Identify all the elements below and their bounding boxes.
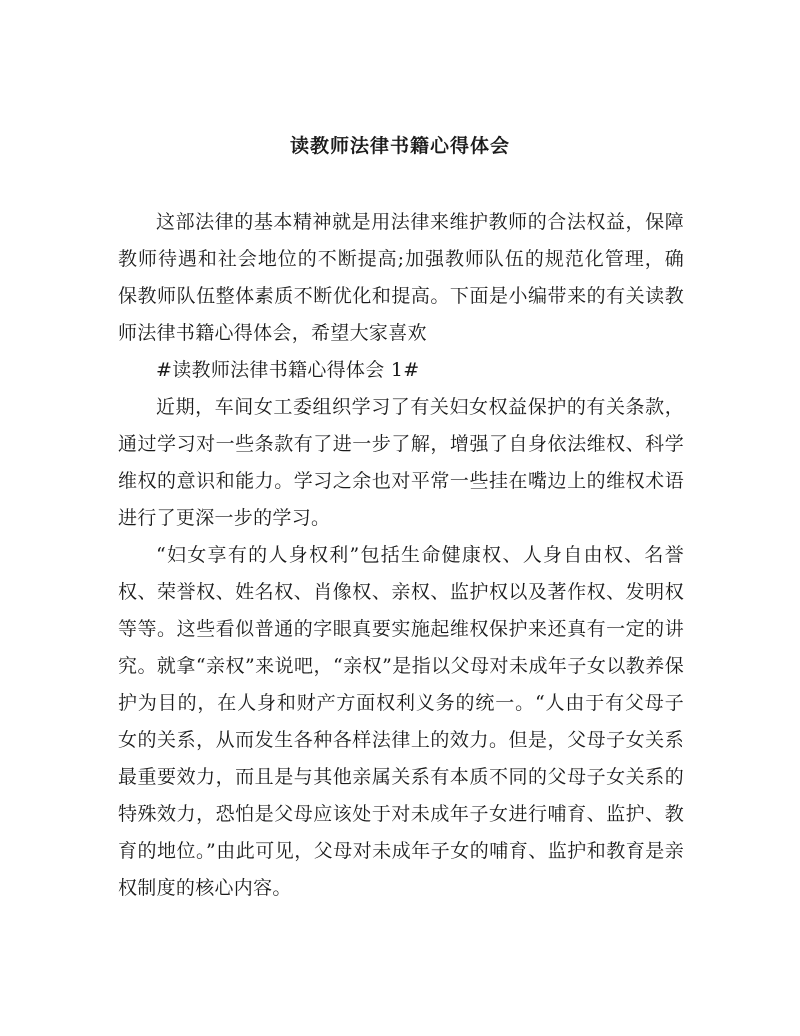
document-body	[118, 204, 684, 907]
document-title: 读教师法律书籍心得体会	[289, 135, 510, 157]
intro-paragraph: 这部法律的基本精神就是用法律来维护教师的合法权益，保障教师待遇和社会地位的不断提高;加强教师队伍的规范化管理，确保教师队伍整体素质不断优化和提高。下面是小编带来的有关读教师法律书籍心得体会，希望大家喜欢	[118, 211, 684, 344]
body-paragraph: 近期，车间女工委组织学习了有关妇女权益保护的有关条款，通过学习对一些条款有了进一步了解，增强了自身依法维权、科学维权的意识和能力。学习之余也对平常一些挂在嘴边上的维权术语进行了更深一步的学习。	[118, 396, 684, 529]
section-heading: #读教师法律书籍心得体会 1#	[156, 359, 420, 381]
body-paragraph: “妇女享有的人身权利”包括生命健康权、人身自由权、名誉权、荣誉权、姓名权、肖像权、亲权、监护权以及著作权、发明权等等。这些看似普通的字眼真要实施起维权保护来还真有一定的讲究。就拿“亲权”来说吧，“亲权”是指以父母对未成年子女以教养保护为目的，在人身和财产方面权利义务的统一。“人由于有父母子女的关系，从而发生各种各样法律上的效力。但是，父母子女关系最重要效力，而且是与其他亲属关系有本质不同的父母子女关系的特殊效力，恐怕是父母应该处于对未成年子女进行哺育、监护、教育的地位。”由此可见，父母对未成年子女的哺育、监护和教育是亲权制度的核心内容。	[118, 544, 684, 899]
